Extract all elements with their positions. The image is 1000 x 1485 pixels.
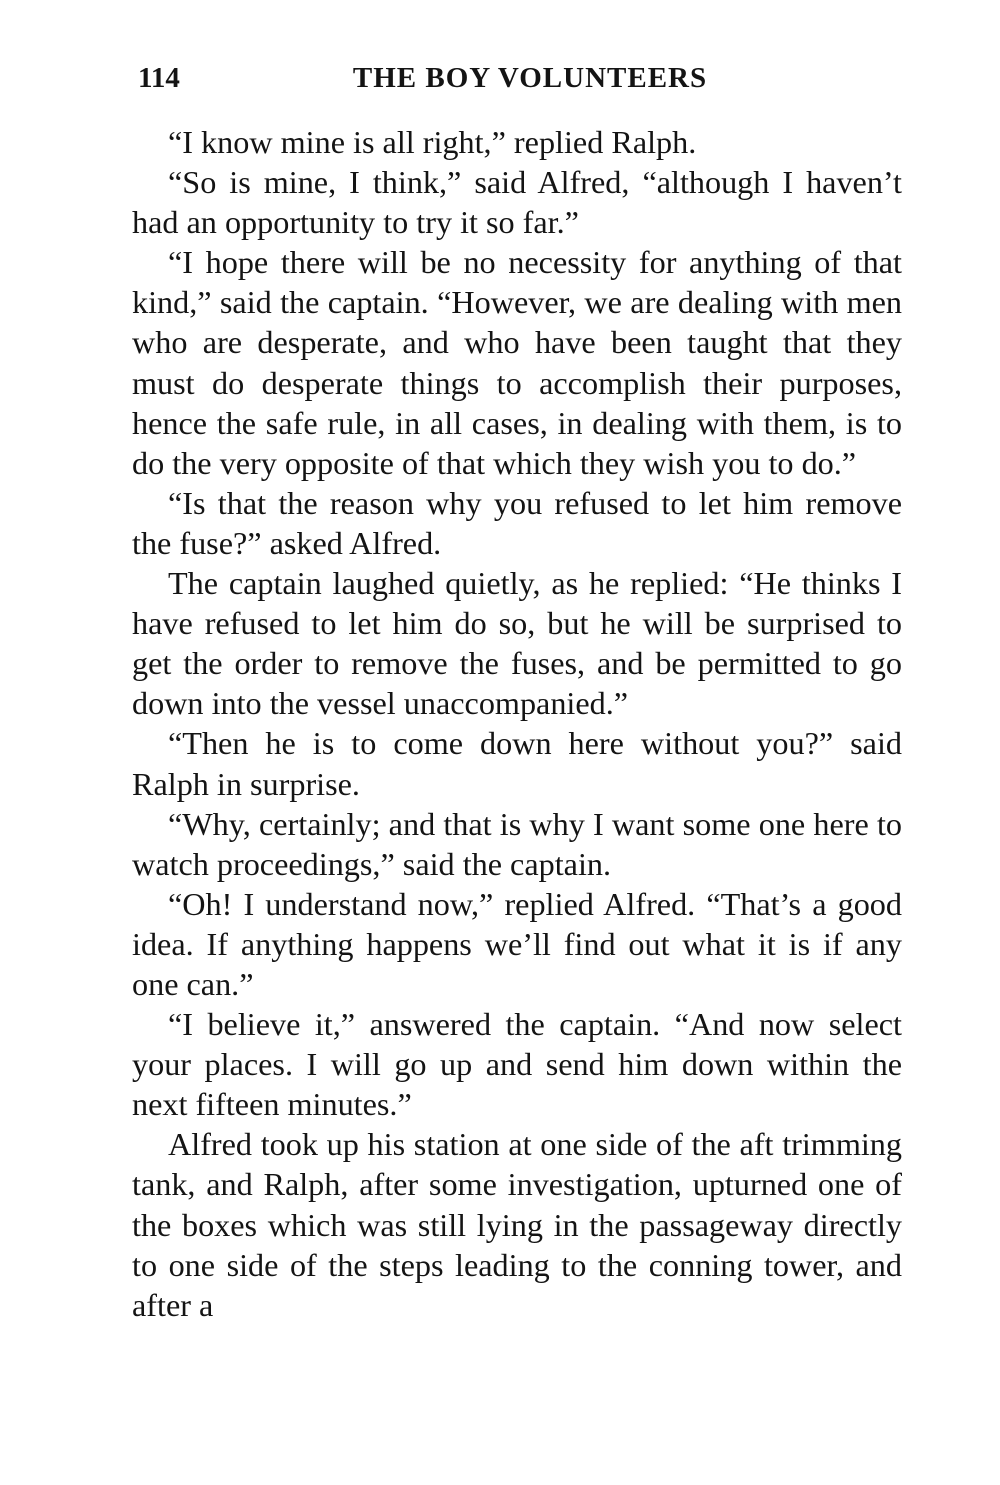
paragraph: “I believe it,” answered the captain. “And now select your places. I will go up and send him down within the next fifteen minutes.” (132, 1006, 902, 1123)
body-text (132, 122, 902, 1325)
paragraph: “Oh! I understand now,” replied Alfred. “That’s a good idea. If anything happens we’ll find out what it is if any one can.” (132, 885, 902, 1002)
paragraph: “Then he is to come down here without you?” said Ralph in surprise. (132, 725, 902, 802)
running-title: THE BOY VOLUNTEERS (352, 62, 708, 94)
page-number: 114 (138, 62, 180, 94)
paragraph: The captain laughed quietly, as he replied: “He thinks I have refused to let him do so, but he will be surprised to get the order to remove the fuses, and be permitted to go down into the vessel unaccompanied.” (132, 565, 902, 722)
page-header (132, 58, 902, 98)
paragraph: Alfred took up his station at one side of the aft trimming tank, and Ralph, after some investigation, upturned one of the boxes which was still lying in the passageway directly to one side of the steps leading to the conning tower, and after a (132, 1126, 902, 1323)
paragraph: “I know mine is all right,” replied Ralph. (168, 124, 697, 160)
paragraph: “Why, certainly; and that is why I want some one here to watch proceedings,” said the captain. (132, 805, 902, 882)
book-page (132, 58, 902, 1325)
paragraph: “Is that the reason why you refused to let him remove the fuse?” asked Alfred. (132, 484, 902, 561)
paragraph: “I hope there will be no necessity for anything of that kind,” said the captain. “However, we are dealing with men who are desperate, and who have been taught that they must do desperate things to accomplish their purposes, hence the safe rule, in all cases, in dealing with them, is to do the very opposite of that which they wish you to do.” (132, 244, 902, 481)
paragraph: “So is mine, I think,” said Alfred, “although I haven’t had an opportunity to try it so far.” (132, 164, 902, 241)
